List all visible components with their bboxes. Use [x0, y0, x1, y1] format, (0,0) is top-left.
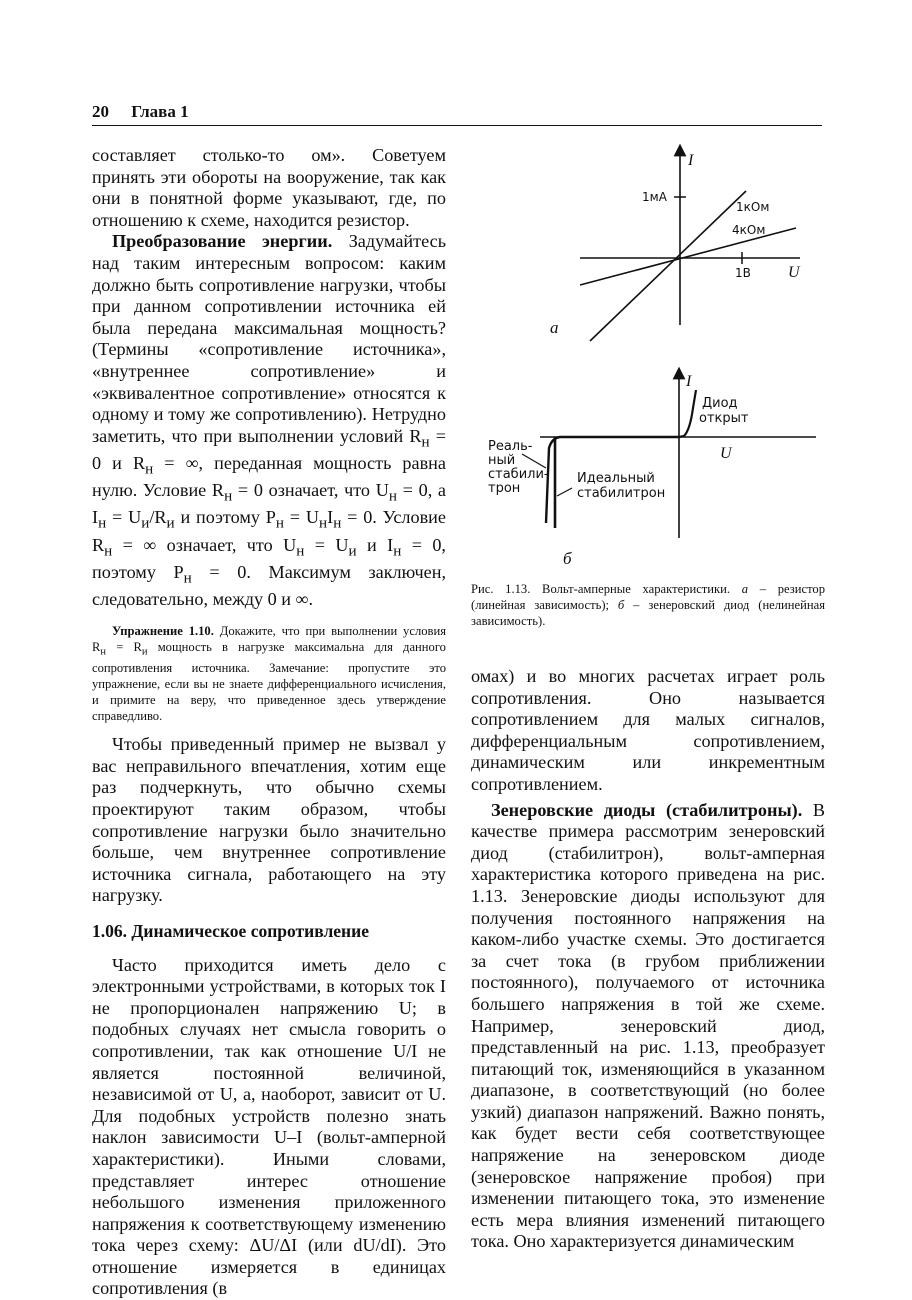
- fig-a-y-tick-label: 1мА: [642, 190, 667, 204]
- left-paragraph-3: Чтобы приведенный пример не вызвал у вас неправильного впечатления, хотим еще раз подчеркнуть, что обычно схемы проектируют таким образом, чтобы сопротивление нагрузки было значительно больше, чем внутреннее сопротивление источника сигнала, работающего на эту нагрузку.: [92, 734, 446, 906]
- right-paragraph-1: омах) и во многих расчетах играет роль сопротивления. Оно называется сопротивлением для малых сигналов, дифференциальным сопротивлением, динамическим или инкрементным сопротивлением.: [471, 666, 825, 794]
- exercise-1-10: [92, 623, 446, 725]
- zener-title: Зенеровские диоды (стабилитроны).: [491, 799, 803, 820]
- fig-b-ideal-pointer: [557, 488, 572, 496]
- energy-conversion-title: Преобразование энергии.: [112, 231, 333, 252]
- fig-b-x-label: U: [720, 445, 732, 462]
- fig-b-real-label-2: ный: [488, 453, 516, 468]
- fig-b-diode-open-line1: Диод: [702, 396, 738, 411]
- page-number: 20: [92, 102, 109, 121]
- left-paragraph-1: составляет столько-то ом». Советуем принять эти обороты на вооружение, так как они в понятной форме указывают, где, по отношению к схеме, находится резистор.: [92, 145, 446, 230]
- right-paragraph-2: [471, 800, 825, 1253]
- left-column: [92, 145, 446, 1300]
- fig-a-line1-label: 1кОм: [736, 200, 770, 214]
- left-paragraph-2: [92, 231, 446, 610]
- fig-a-line-1kohm: [590, 191, 746, 341]
- fig-b-real-label-3: стабили-: [488, 467, 549, 482]
- energy-conversion-text: Задумайтесь над таким интересным вопросом: каким должно быть сопротивление нагрузки, чтобы при данном сопротивлении источника ей была передана максимальная мощность? (Термины «сопротивление источника», «внутреннее сопротивление» и «эквивалентное сопротивление» относятся к одному и тому же сопротивлению). Нетрудно заметить, что при выполнении условий $R_н = 0$ и $R_н$ = ∞, переданная мощность равна нулю. Условие $R_н = 0$ означает, что $U_н = 0$, а $I_н = U_и/R_и$ и поэтому $P_н = U_нI_н = 0$. Условие $R_н$ = ∞ означает, что $U_н = U_и$ и $I_н = 0$, поэтому $P_н = 0$. Максимум заключен, следовательно, между 0 и ∞.: [92, 231, 447, 610]
- fig-b-real-label-1: Реаль-: [488, 439, 533, 454]
- fig-b-y-label: I: [686, 373, 692, 390]
- fig-a-x-label: U: [788, 264, 800, 281]
- figure-b-zener-iv: [480, 368, 820, 568]
- fig-b-real-label-4: трон: [488, 481, 521, 496]
- right-column: [471, 666, 825, 1253]
- exercise-title: Упражнение 1.10.: [112, 623, 214, 638]
- fig-b-real-pointer: [522, 454, 546, 468]
- page-header: [92, 102, 822, 126]
- fig-b-diode-open-line2: открыт: [699, 411, 749, 426]
- zener-text: В качестве примера рассмотрим зенеровский диод (стабилитрон), вольт-амперная характеристика которого приведена на рис. 1.13. Зенеровские диоды используют для получения постоянного напряжения на каком-либо участке схемы. Это достигается за счет тока (в грубом приближении постоянного), получаемого от источника большего напряжения в той же схеме. Например, зенеровский диод, представленный на рис. 1.13, преобразует питающий ток, изменяющийся в указанном диапазоне, в соответствующий (но более узкий) диапазон напряжений. Важно понять, как будет вести себя соответствующее напряжение на зенеровском диоде (зенеровское напряжение пробоя) при изменении питающего тока, это изменение есть мера влияния изменений питающего тока. Оно характеризуется динамическим: [471, 799, 826, 1252]
- fig-a-line2-label: 4кОм: [732, 223, 766, 237]
- figure-caption: Рис. 1.13. Вольт-амперные характеристики. а – резистор (линейная зависимость); б – зенеровский диод (нелинейная зависимость).: [471, 582, 825, 628]
- fig-b-diode-forward-curve: [679, 390, 696, 437]
- fig-a-panel-label: а: [550, 318, 559, 337]
- fig-b-ideal-label-1: Идеальный: [577, 471, 655, 486]
- left-paragraph-4: Часто приходится иметь дело с электронными устройствами, в которых ток I не пропорционален напряжению U; в подобных случаях нет смысла говорить о сопротивлении, так как отношение U/I не является постоянной величиной, независимой от U, а, наоборот, зависит от U. Для подобных устройств полезно знать наклон зависимости U–I (вольт-амперной характеристики). Иными словами, представляет интерес отношение небольшого изменения приложенного напряжения к соответствующему изменению тока через схему: ΔU/ΔI (или dU/dI). Это отношение измеряется в единицах сопротивления (в: [92, 954, 446, 1299]
- fig-b-panel-label: б: [563, 549, 572, 568]
- chapter-title: Глава 1: [131, 102, 189, 121]
- figure-a-resistor-iv: [550, 145, 820, 345]
- fig-a-y-label: I: [688, 152, 694, 169]
- exercise-text: Докажите, что при выполнении условия $R_н = R_и$ мощность в нагрузке максимальна для данного сопротивления источника. Замечание: пропустите это упражнение, если вы не знаете дифференциального исчисления, и примите на веру, что приведенное здесь утверждение справедливо.: [92, 623, 446, 724]
- fig-a-x-tick-label: 1В: [735, 266, 751, 280]
- section-heading: 1.06. Динамическое сопротивление: [92, 920, 369, 941]
- fig-b-ideal-label-2: стабилитрон: [577, 486, 666, 501]
